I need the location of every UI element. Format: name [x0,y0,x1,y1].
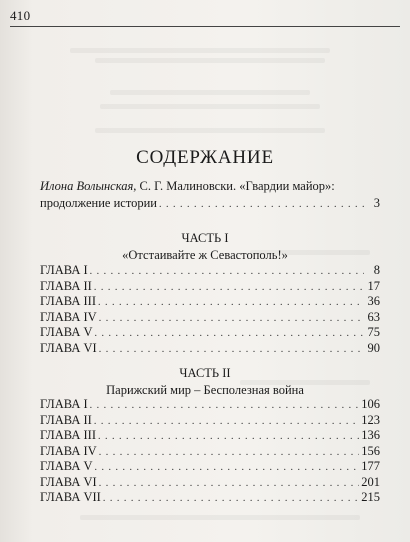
chapter-page: 215 [361,490,380,504]
intro-line-1 [40,178,380,195]
dot-leader [103,491,359,507]
toc-entry[interactable] [40,341,380,357]
chapter-page: 106 [361,397,380,411]
toc-entry[interactable] [40,413,380,429]
part-1-heading [0,230,410,264]
toc-entry[interactable] [40,294,380,310]
chapter-page: 156 [361,443,380,458]
toc-entry[interactable] [40,490,380,506]
bleed-through [80,515,360,520]
dot-leader [99,342,364,358]
chapter-name: ГЛАВА VI [40,474,97,489]
chapter-name: ГЛАВА IV [40,309,97,324]
intro-entry [40,178,380,213]
intro-line-2 [40,195,380,213]
part-1-label: ЧАСТЬ I [181,231,229,245]
dot-leader [98,295,364,311]
chapter-page: 17 [367,278,380,293]
intro-page: 3 [373,196,380,210]
toc-entry[interactable] [40,397,380,413]
toc-entry[interactable] [40,325,380,341]
chapter-name: ГЛАВА III [40,428,96,442]
dot-leader [95,460,360,476]
bleed-through [110,90,310,95]
dot-leader [99,445,360,461]
bleed-through [100,104,320,109]
toc-entry[interactable] [40,428,380,444]
intro-author: Илона Волынская [40,179,134,193]
dot-leader [159,196,364,213]
intro-subtitle: продолжение истории [40,196,157,210]
chapter-name: ГЛАВА IV [40,443,97,458]
dot-leader [90,264,364,280]
toc-entry[interactable] [40,444,380,460]
part-1-chapters [40,263,380,356]
chapter-page: 136 [361,428,380,442]
chapter-name: ГЛАВА III [40,294,96,308]
dot-leader [94,280,364,296]
toc-entry[interactable] [40,459,380,475]
dot-leader [98,429,359,445]
chapter-name: ГЛАВА I [40,397,88,411]
chapter-page: 63 [367,309,380,324]
chapter-page: 90 [367,340,380,355]
part-2-heading [0,365,410,399]
toc-entry[interactable] [40,310,380,326]
bleed-through [70,48,330,53]
chapter-page: 123 [361,412,380,427]
page-number: 410 [10,8,31,23]
chapter-page: 75 [367,325,380,339]
dot-leader [90,398,360,414]
chapter-page: 177 [361,459,380,473]
chapter-name: ГЛАВА II [40,278,92,293]
intro-title: , С. Г. Малиновски. «Гвардии майор»: [133,179,335,193]
chapter-name: ГЛАВА I [40,263,88,277]
dot-leader [94,414,359,430]
dot-leader [99,311,364,327]
part-2-label: ЧАСТЬ II [179,366,231,380]
toc-entry[interactable] [40,279,380,295]
chapter-name: ГЛАВА V [40,325,93,339]
bleed-through [95,58,325,63]
chapter-page: 201 [361,474,380,489]
chapter-page: 8 [373,263,380,277]
part-2-chapters [40,397,380,506]
chapter-name: ГЛАВА V [40,459,93,473]
bleed-through [95,128,325,133]
part-2-subtitle: Парижский мир – Бесполезная война [106,383,304,397]
contents-title: СОДЕРЖАНИЕ [136,147,274,168]
chapter-page: 36 [367,294,380,308]
chapter-name: ГЛАВА II [40,412,92,427]
chapter-name: ГЛАВА VII [40,490,101,504]
toc-entry[interactable] [40,263,380,279]
part-1-subtitle: «Отстаивайте ж Севастополь!» [122,248,288,262]
toc-entry[interactable] [40,475,380,491]
dot-leader [99,476,360,492]
header-rule [10,26,400,27]
chapter-name: ГЛАВА VI [40,340,97,355]
dot-leader [95,326,364,342]
